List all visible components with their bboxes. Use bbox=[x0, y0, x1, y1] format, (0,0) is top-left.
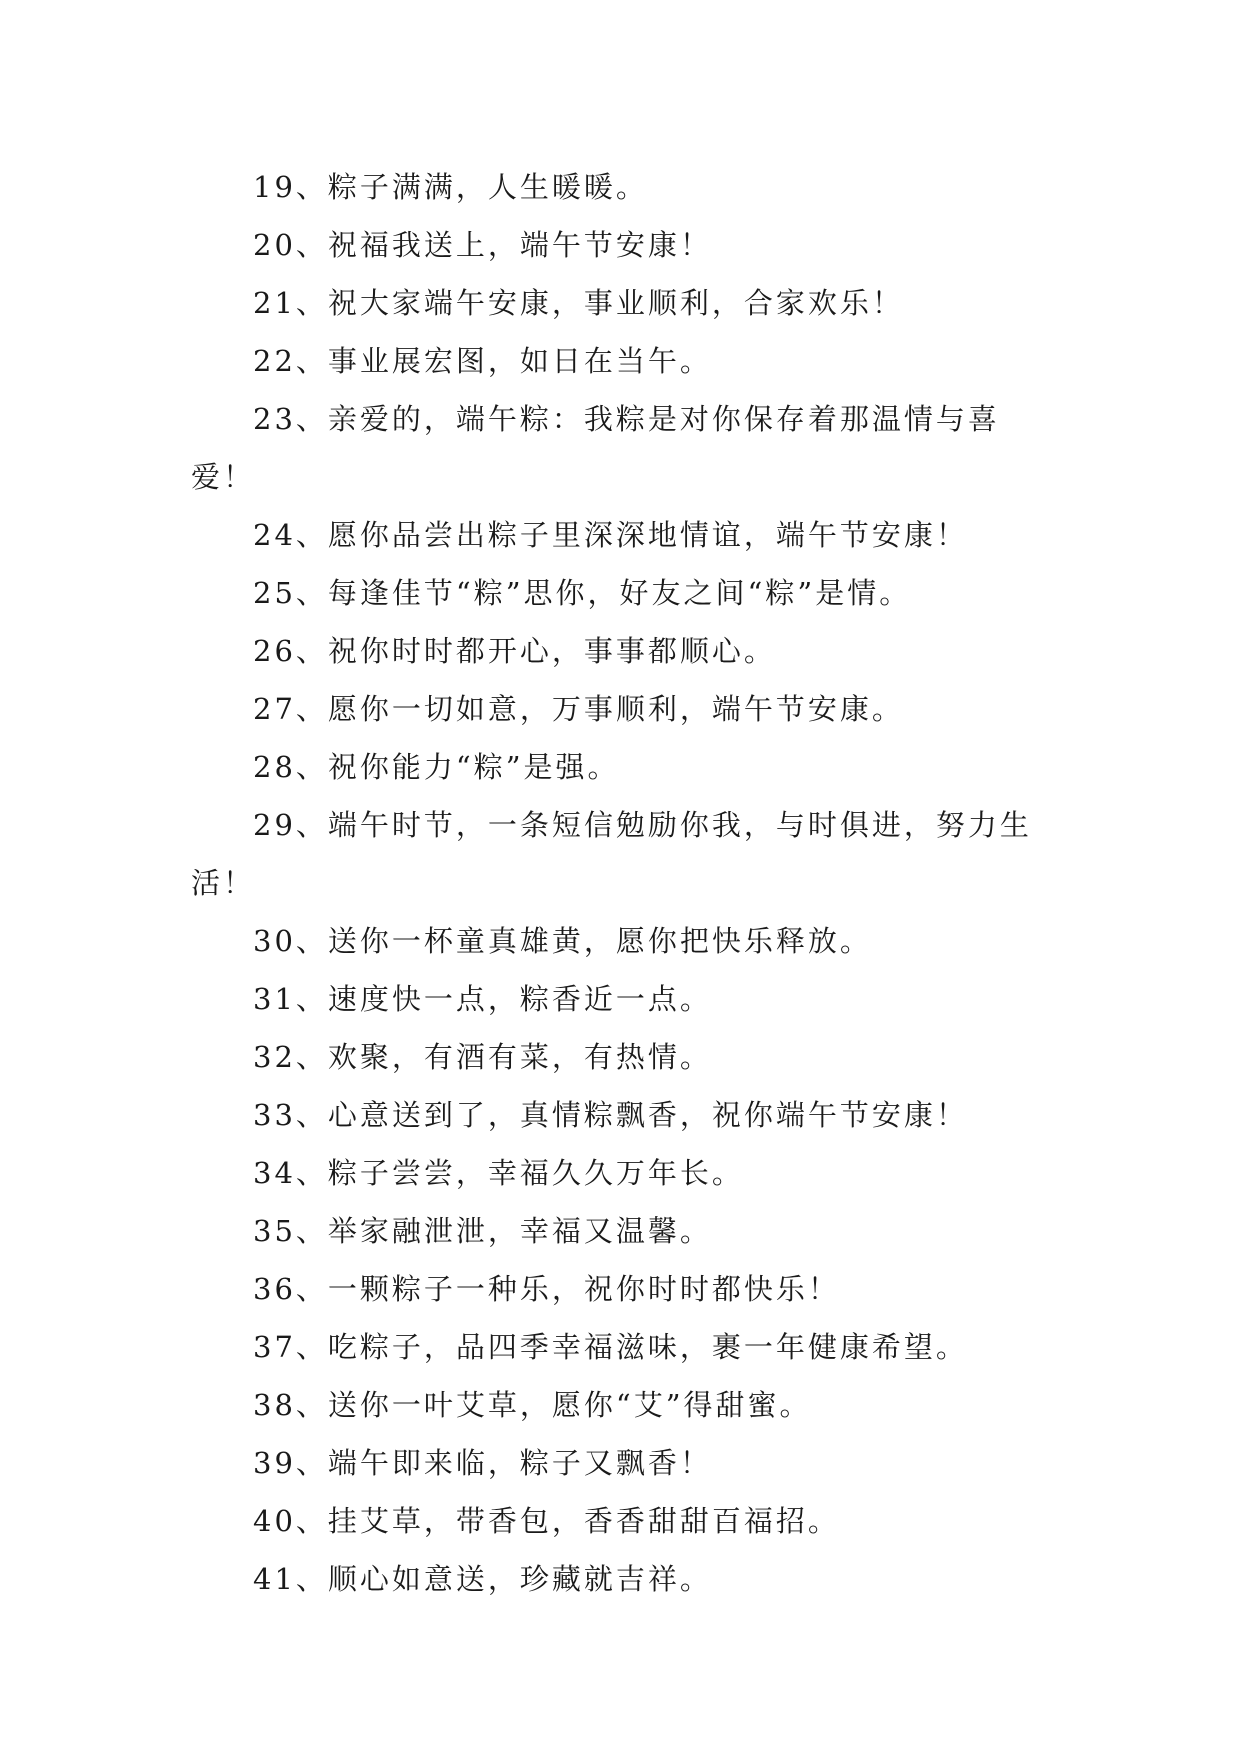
paragraph-38: 38、送你一叶艾草，愿你“艾”得甜蜜。 bbox=[253, 1388, 812, 1422]
paragraph-21: 21、祝大家端午安康，事业顺利，合家欢乐！ bbox=[253, 286, 904, 320]
paragraph-30: 30、送你一杯童真雄黄，愿你把快乐释放。 bbox=[253, 924, 872, 958]
paragraph-27: 27、愿你一切如意，万事顺利，端午节安康。 bbox=[253, 692, 904, 726]
document-body bbox=[191, 158, 1051, 1608]
paragraph-28: 28、祝你能力“粽”是强。 bbox=[253, 750, 620, 784]
paragraph-24: 24、愿你品尝出粽子里深深地情谊，端午节安康！ bbox=[253, 518, 968, 552]
paragraph-36: 36、一颗粽子一种乐，祝你时时都快乐！ bbox=[253, 1272, 840, 1306]
paragraph-29: 29、端午时节，一条短信勉励你我，与时俱进，努力生活！ bbox=[191, 808, 1032, 900]
paragraph-40: 40、挂艾草，带香包，香香甜甜百福招。 bbox=[253, 1504, 840, 1538]
paragraph-32: 32、欢聚，有酒有菜，有热情。 bbox=[253, 1040, 712, 1074]
paragraph-25: 25、每逢佳节“粽”思你，好友之间“粽”是情。 bbox=[253, 576, 912, 610]
paragraph-23: 23、亲爱的，端午粽：我粽是对你保存着那温情与喜爱！ bbox=[191, 402, 1000, 494]
paragraph-35: 35、举家融泄泄，幸福又温馨。 bbox=[253, 1214, 712, 1248]
paragraph-41: 41、顺心如意送，珍藏就吉祥。 bbox=[253, 1562, 712, 1596]
paragraph-26: 26、祝你时时都开心，事事都顺心。 bbox=[253, 634, 776, 668]
paragraph-33: 33、心意送到了，真情粽飘香，祝你端午节安康！ bbox=[253, 1098, 968, 1132]
paragraph-22: 22、事业展宏图，如日在当午。 bbox=[253, 344, 712, 378]
paragraph-19: 19、粽子满满，人生暖暖。 bbox=[253, 170, 648, 204]
paragraph-37: 37、吃粽子，品四季幸福滋味，裹一年健康希望。 bbox=[253, 1330, 968, 1364]
paragraph-31: 31、速度快一点，粽香近一点。 bbox=[253, 982, 712, 1016]
paragraph-20: 20、祝福我送上，端午节安康！ bbox=[253, 228, 712, 262]
paragraph-34: 34、粽子尝尝，幸福久久万年长。 bbox=[253, 1156, 744, 1190]
paragraph-39: 39、端午即来临，粽子又飘香！ bbox=[253, 1446, 712, 1480]
